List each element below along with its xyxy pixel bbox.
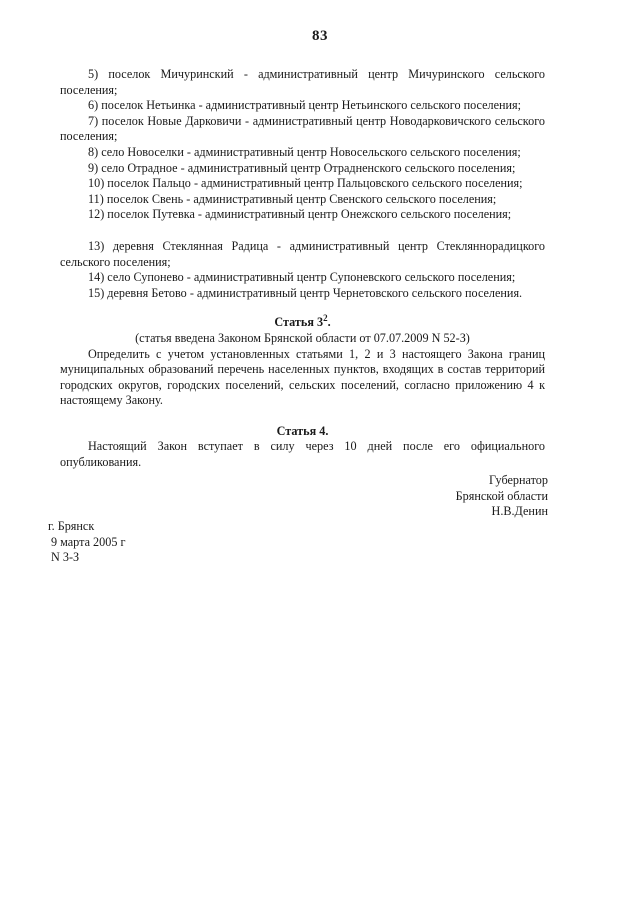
- article-4-heading: Статья 4.: [276, 423, 329, 438]
- article-3-2-superscript: 2: [323, 313, 328, 324]
- settlement-item: 7) поселок Новые Дарковичи - административный центр Новодарковичского сельского поселения;: [60, 113, 545, 144]
- settlement-item: 9) село Отрадное - административный центр Отрадненского сельского поселения;: [88, 160, 516, 175]
- signature-title: Губернатор: [488, 473, 548, 487]
- signature-block: [430, 473, 548, 520]
- settlement-item: 12) поселок Путевка - административный центр Онежского сельского поселения;: [88, 207, 512, 222]
- settlement-item: 11) поселок Свень - административный центр Свенского сельского поселения;: [88, 191, 497, 206]
- settlement-item: 13) деревня Стеклянная Радица - административный центр Стекляннорадицкого сельского поселения;: [60, 238, 545, 269]
- settlement-item: 8) село Новоселки - административный центр Новосельского сельского поселения;: [88, 144, 521, 159]
- law-date: 9 марта 2005 г: [51, 534, 126, 549]
- article-3-2-heading-end: .: [327, 315, 331, 330]
- article-4-text: Настоящий Закон вступает в силу через 10 дней после его официального опубликования.: [60, 439, 545, 470]
- place-date-block: [48, 519, 125, 566]
- settlement-item: 6) поселок Нетьинка - административный центр Нетьинского сельского поселения;: [88, 98, 522, 113]
- article-3-2-note: (статья введена Законом Брянской области от 07.07.2009 N 52-З): [135, 330, 470, 345]
- settlement-item: 15) деревня Бетово - административный центр Чернетовского сельского поселения.: [88, 285, 523, 300]
- blank-gap: [60, 223, 545, 239]
- settlement-item: 10) поселок Пальцо - административный центр Пальцовского сельского поселения;: [88, 176, 523, 191]
- settlement-item: 14) село Супонево - административный центр Супоневского сельского поселения;: [88, 270, 516, 285]
- signature-name: Н.В.Денин: [491, 504, 548, 519]
- document-body: [60, 67, 545, 471]
- place-city: г. Брянск: [48, 519, 95, 533]
- article-3-2-text: Определить с учетом установленных статьями 1, 2 и 3 настоящего Закона границ муниципальных образований перечень населенных пунктов, входящих в состав территорий городских округов, городских поселений, сельских поселений, согласно приложению 4 к настоящему Закону.: [60, 346, 545, 408]
- law-number: N 3-З: [51, 550, 80, 565]
- article-3-2-heading-text: Статья 3: [274, 315, 324, 330]
- signature-region: Брянской области: [455, 488, 548, 503]
- article-3-2-heading: [60, 315, 545, 331]
- page-number: 83: [312, 28, 328, 44]
- settlement-item: 5) поселок Мичуринский - административный центр Мичуринского сельского поселения;: [60, 67, 545, 97]
